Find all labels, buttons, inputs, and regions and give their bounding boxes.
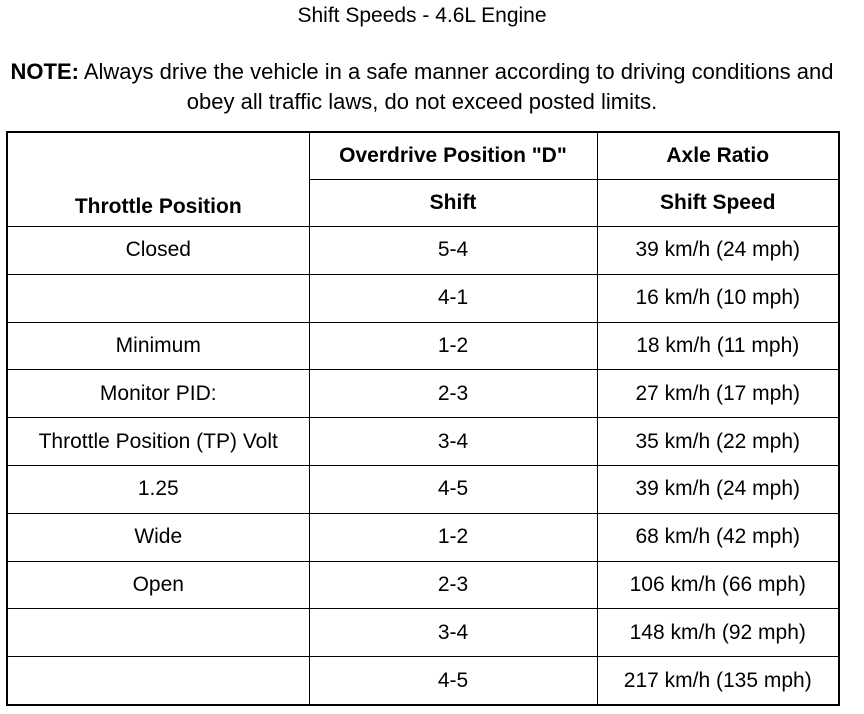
throttle-cell [7, 657, 309, 705]
shift-cell: 2-3 [309, 561, 597, 609]
throttle-cell [7, 609, 309, 657]
shift-cell: 3-4 [309, 418, 597, 466]
safety-note [0, 57, 844, 117]
shift-cell: 1-2 [309, 322, 597, 370]
throttle-cell: 1.25 [7, 465, 309, 513]
shift-cell: 3-4 [309, 609, 597, 657]
shift-cell: 4-1 [309, 274, 597, 322]
note-label: NOTE: [10, 59, 79, 84]
page-title: Shift Speeds - 4.6L Engine [297, 4, 547, 27]
shift-cell: 2-3 [309, 370, 597, 418]
shift-cell: 4-5 [309, 465, 597, 513]
table-row [7, 513, 839, 561]
shift-cell: 5-4 [309, 227, 597, 275]
throttle-cell: Wide [7, 513, 309, 561]
throttle-cell: Minimum [7, 322, 309, 370]
header-row-1 [7, 132, 839, 180]
speed-cell: 106 km/h (66 mph) [597, 561, 839, 609]
header-throttle-position: Throttle Position [7, 132, 309, 227]
throttle-cell: Throttle Position (TP) Volt [7, 418, 309, 466]
speed-cell: 18 km/h (11 mph) [597, 322, 839, 370]
throttle-cell: Closed [7, 227, 309, 275]
note-text: Always drive the vehicle in a safe manner according to driving conditions and obey all traffic laws, do not exceed posted limits. [83, 59, 834, 114]
header-shift-speed: Shift Speed [597, 180, 839, 227]
speed-cell: 16 km/h (10 mph) [597, 274, 839, 322]
table-row [7, 227, 839, 275]
table-row [7, 370, 839, 418]
table-row [7, 465, 839, 513]
throttle-cell: Open [7, 561, 309, 609]
speed-cell: 27 km/h (17 mph) [597, 370, 839, 418]
table-row [7, 561, 839, 609]
table-row [7, 609, 839, 657]
speed-cell: 148 km/h (92 mph) [597, 609, 839, 657]
speed-cell: 39 km/h (24 mph) [597, 227, 839, 275]
header-shift: Shift [309, 180, 597, 227]
throttle-cell [7, 274, 309, 322]
speed-cell: 68 km/h (42 mph) [597, 513, 839, 561]
speed-cell: 39 km/h (24 mph) [597, 465, 839, 513]
table-row [7, 657, 839, 705]
table-row [7, 418, 839, 466]
shift-cell: 4-5 [309, 657, 597, 705]
speed-cell: 217 km/h (135 mph) [597, 657, 839, 705]
shift-cell: 1-2 [309, 513, 597, 561]
shift-speeds-table [6, 131, 840, 706]
header-overdrive-position: Overdrive Position "D" [309, 132, 597, 180]
throttle-cell: Monitor PID: [7, 370, 309, 418]
table-row [7, 274, 839, 322]
header-axle-ratio: Axle Ratio [597, 132, 839, 180]
table-row [7, 322, 839, 370]
speed-cell: 35 km/h (22 mph) [597, 418, 839, 466]
